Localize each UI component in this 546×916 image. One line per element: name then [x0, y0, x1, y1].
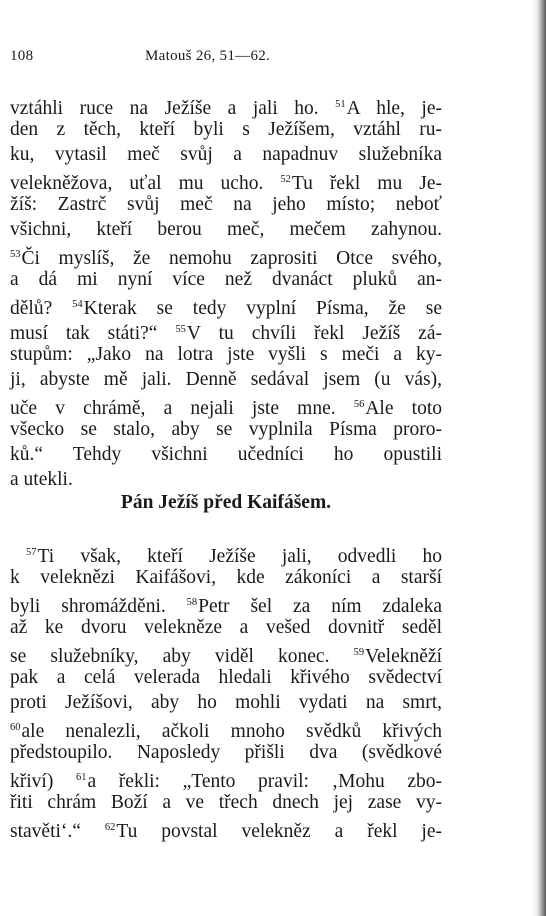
text-line	[10, 442, 442, 467]
text-line	[10, 217, 442, 242]
text-run: křiví)	[10, 771, 76, 792]
text-run: stupům: „Jako na lotra jste vyšli s meči a ky-	[10, 344, 442, 365]
text-line	[10, 142, 442, 167]
text-run: Petr šel za ním zdaleka	[198, 596, 442, 617]
text-run: Ale toto	[365, 398, 442, 419]
verse-number: 54	[72, 299, 83, 310]
verse-number: 59	[353, 647, 365, 658]
text-run: ale nenalezli, ačkoli mnoho svědků křivých	[21, 721, 442, 742]
text-line	[10, 740, 442, 765]
page-number: 108	[10, 48, 34, 64]
verse-number: 61	[75, 772, 87, 783]
text-line	[10, 765, 442, 790]
text-line	[10, 342, 442, 367]
text-run: A hle, je-	[346, 98, 442, 119]
text-line	[10, 192, 442, 217]
text-run: předstoupilo. Naposledy přišli dva (svědkové	[10, 742, 442, 763]
text-run: byli shromážděni.	[10, 596, 187, 617]
text-line	[10, 92, 442, 117]
text-line	[10, 317, 442, 342]
text-run: se služebníky, aby viděl konec.	[10, 646, 354, 667]
text-run: a řekli: „Tento pravil: ‚Mohu zbo-	[87, 771, 442, 792]
text-run: Velekněží	[365, 646, 442, 667]
text-line	[10, 267, 442, 292]
text-run: pak a celá velerada hledali křivého svědectví	[10, 667, 442, 688]
section-heading: Pán Ježíš před Kaifášem.	[120, 492, 332, 513]
verse-number: 57	[26, 547, 37, 558]
verse-number: 56	[353, 399, 365, 410]
text-run: ji, abyste mě jali. Denně sedával jsem (u vás),	[10, 369, 442, 390]
text-run: všecko se stalo, aby se vyplnila Písma proro-	[10, 419, 442, 440]
text-run: dělů?	[10, 298, 73, 319]
text-run: musí tak státi?“	[10, 323, 176, 344]
text-run: V tu chvíli řekl Ježíš zá-	[186, 323, 442, 344]
text-line	[10, 590, 442, 615]
verse-number: 58	[186, 597, 198, 608]
text-line	[10, 615, 442, 640]
page-edge-shadow	[532, 0, 546, 916]
text-line	[10, 540, 442, 565]
text-line	[10, 715, 442, 740]
text-line	[10, 565, 442, 590]
text-line	[10, 665, 442, 690]
text-run: stavěti‘.“	[10, 821, 105, 842]
text-run: Či myslíš, že nemohu zaprositi Otce svého,	[21, 248, 442, 269]
text-run: vztáhli ruce na Ježíše a jali ho.	[10, 98, 336, 119]
text-line	[10, 167, 442, 192]
text-line	[10, 640, 442, 665]
text-run: Ti však, kteří Ježíše jali, odvedli ho	[37, 546, 442, 567]
text-line	[10, 392, 442, 417]
page-header	[10, 48, 442, 72]
text-run: Tu povstal velekněz a řekl je-	[116, 821, 442, 842]
verse-number: 52	[280, 174, 291, 185]
text-line	[10, 815, 442, 840]
text-run: proti Ježíšovi, aby ho mohli vydati na smrt,	[10, 692, 442, 713]
text-line	[10, 467, 442, 492]
text-run: a dá mi nyní více než dvanáct pluků an-	[10, 269, 442, 290]
text-line	[10, 367, 442, 392]
text-run: den z těch, kteří byli s Ježíšem, vztáhl ru-	[10, 119, 442, 140]
text-run: až ke dvoru velekněze a vešed dovnitř seděl	[10, 617, 442, 638]
text-run: žíš: Zastrč svůj meč na jeho místo; neboť	[10, 194, 442, 215]
text-line	[10, 242, 442, 267]
text-line	[10, 690, 442, 715]
verse-number: 51	[335, 99, 346, 110]
verse-number: 62	[104, 822, 116, 833]
text-line	[10, 292, 442, 317]
text-run: uče v chrámě, a nejali jste mne.	[10, 398, 354, 419]
verse-number: 53	[10, 249, 21, 260]
verse-number: 60	[10, 722, 21, 733]
text-run: Kterak se tedy vyplní Písma, že se	[83, 298, 442, 319]
text-run: velekněžova, uťal mu ucho.	[10, 173, 281, 194]
text-run: a utekli.	[10, 469, 73, 490]
text-run: Tu řekl mu Je-	[291, 173, 442, 194]
running-title: Matouš 26, 51—62.	[145, 48, 271, 64]
text-run: ku, vytasil meč svůj a napadnuv služebníka	[10, 144, 442, 165]
text-line	[10, 117, 442, 142]
text-line	[10, 417, 442, 442]
text-run: k veleknězi Kaifášovi, kde zákoníci a starší	[10, 567, 442, 588]
text-run: všichni, kteří berou meč, mečem zahynou.	[10, 219, 442, 240]
verse-number: 55	[175, 324, 186, 335]
text-run: ků.“ Tehdy všichni učedníci ho opustili	[10, 444, 442, 465]
text-run: řiti chrám Boží a ve třech dnech jej zase vy-	[10, 792, 442, 813]
text-line	[10, 790, 442, 815]
